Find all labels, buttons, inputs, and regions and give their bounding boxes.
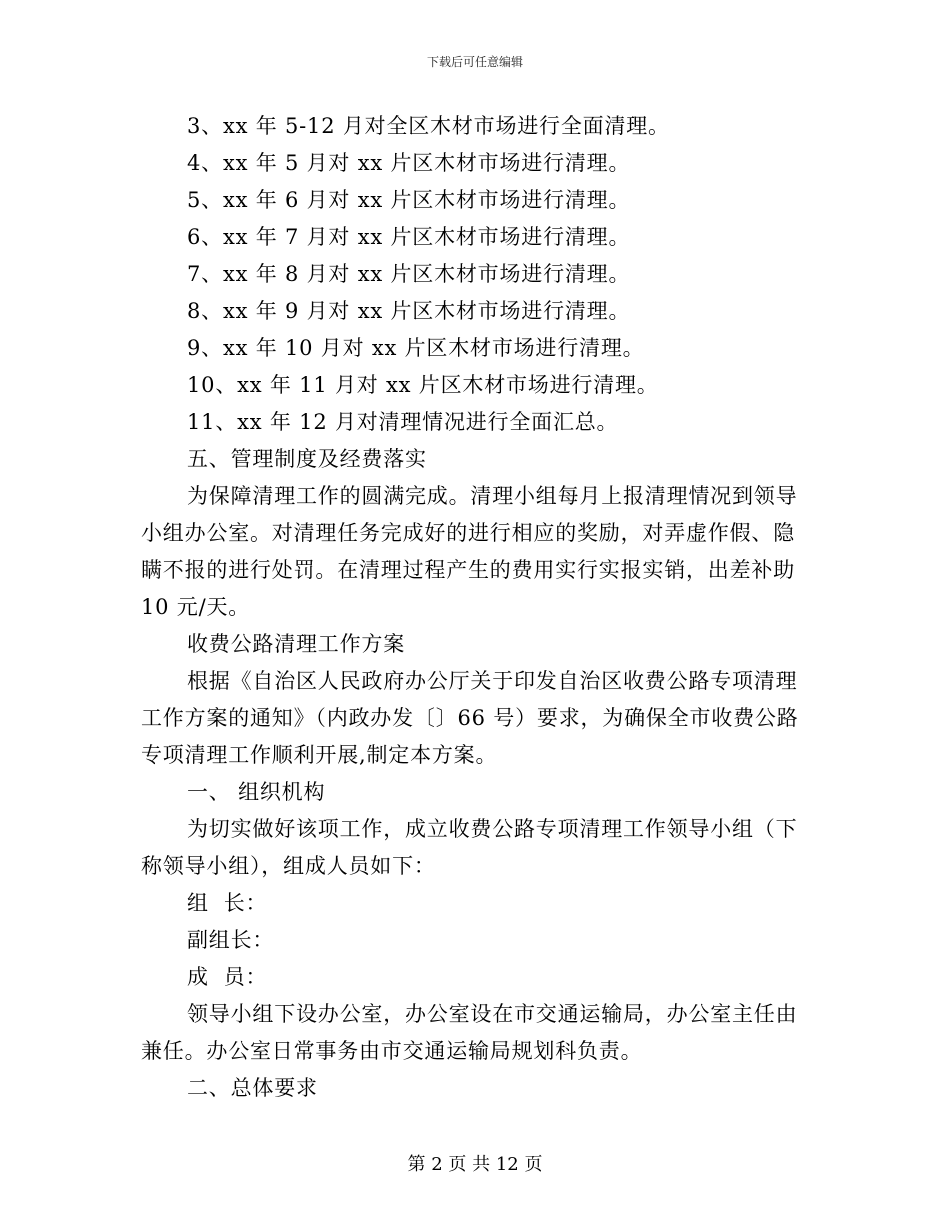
role-leader: 组 长： <box>187 891 268 915</box>
paragraph-line: 为切实做好该项工作，成立收费公路专项清理工作领导小组（下 <box>187 817 798 841</box>
section-heading: 五、管理制度及经费落实 <box>187 447 427 471</box>
schedule-item: 11、xx 年 12 月对清理情况进行全面汇总。 <box>187 410 619 434</box>
page-header: 下载后可任意编辑 <box>426 55 523 69</box>
paragraph-line: 称领导小组），组成人员如下： <box>141 854 436 878</box>
schedule-item: 3、xx 年 5-12 月对全区木材市场进行全面清理。 <box>187 114 670 138</box>
paragraph-line: 领导小组下设办公室，办公室设在市交通运输局，办公室主任由 <box>187 1002 798 1026</box>
section-paragraph <box>141 811 841 885</box>
section-heading: 二、总体要求 <box>187 1076 318 1100</box>
schedule-item: 10、xx 年 11 月对 xx 片区木材市场进行清理。 <box>187 373 659 397</box>
plan-section-1 <box>141 774 841 1070</box>
schedule-item: 7、xx 年 8 月对 xx 片区木材市场进行清理。 <box>187 262 631 286</box>
schedule-list <box>141 108 841 441</box>
paragraph-line: 根据《自治区人民政府办公厅关于印发自治区收费公路专项清理 <box>187 669 798 693</box>
member-roles <box>141 885 841 996</box>
schedule-item: 4、xx 年 5 月对 xx 片区木材市场进行清理。 <box>187 151 631 175</box>
paragraph-line: 专项清理工作顺利开展,制定本方案。 <box>141 743 498 767</box>
schedule-item: 9、xx 年 10 月对 xx 片区木材市场进行清理。 <box>187 336 645 360</box>
paragraph-line: 工作方案的通知》（内政办发〔〕66 号）要求，为确保全市收费公路 <box>141 706 799 730</box>
schedule-item: 6、xx 年 7 月对 xx 片区木材市场进行清理。 <box>187 225 631 249</box>
paragraph-line: 小组办公室。对清理任务完成好的进行相应的奖励，对弄虚作假、隐 <box>141 521 795 545</box>
section-heading: 一、 组织机构 <box>187 780 326 804</box>
plan-intro <box>141 663 841 774</box>
section-paragraph <box>141 478 841 626</box>
document-body <box>141 108 841 1107</box>
paragraph-line: 兼任。办公室日常事务由市交通运输局规划科负责。 <box>141 1039 643 1063</box>
paragraph-line: 瞒不报的进行处罚。在清理过程产生的费用实行实报实销，出差补助 <box>141 558 795 582</box>
role-deputy-leader: 副组长： <box>187 928 275 952</box>
role-members: 成 员： <box>187 965 268 989</box>
plan-document <box>141 626 841 1107</box>
page-footer: 第 2 页 共 12 页 <box>407 1154 543 1175</box>
plan-title: 收费公路清理工作方案 <box>187 632 405 656</box>
paragraph-line: 10 元/天。 <box>141 595 251 619</box>
paragraph-line: 为保障清理工作的圆满完成。清理小组每月上报清理情况到领导 <box>187 484 798 508</box>
plan-section-2 <box>141 1070 841 1107</box>
schedule-item: 5、xx 年 6 月对 xx 片区木材市场进行清理。 <box>187 188 631 212</box>
office-paragraph <box>141 996 841 1070</box>
section-5 <box>141 441 841 626</box>
schedule-item: 8、xx 年 9 月对 xx 片区木材市场进行清理。 <box>187 299 631 323</box>
